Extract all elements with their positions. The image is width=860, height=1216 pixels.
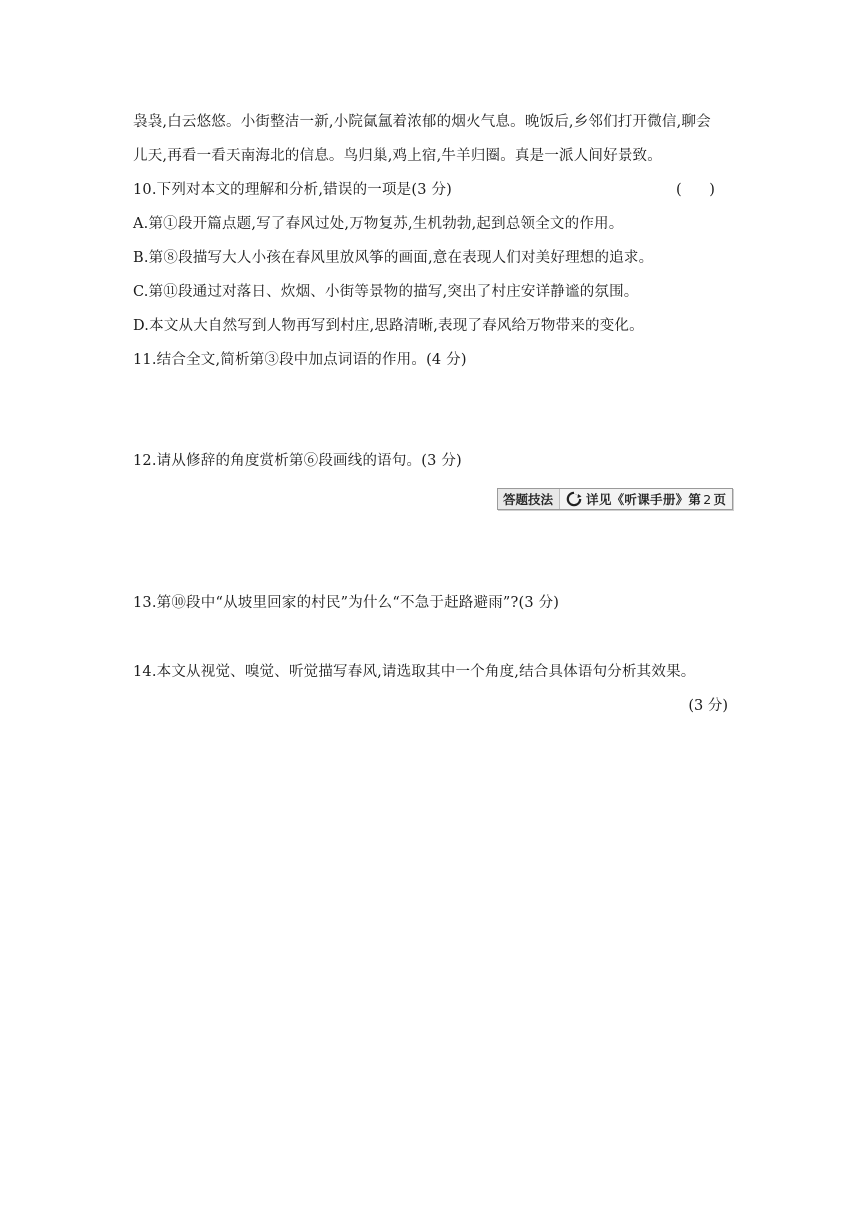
option-b: B.第⑧段描写大人小孩在春风里放风筝的画面,意在表现人们对美好理想的追求。: [133, 250, 654, 266]
question-13: 13.第⑩段中“从坡里回家的村民”为什么“不急于赶路避雨”?(3 分): [133, 595, 560, 611]
passage-line-2: 儿天,再看一看天南海北的信息。鸟归巢,鸡上宿,牛羊归圈。真是一派人间好景致。: [133, 148, 662, 164]
option-d: D.本文从大自然写到人物再写到村庄,思路清晰,表现了春风给万物带来的变化。: [133, 318, 644, 334]
tip-text: 详见《听课手册》第 2 页: [586, 492, 727, 507]
answer-tip-banner: [497, 488, 733, 510]
circle-arrow-icon: [566, 491, 582, 507]
question-12: 12.请从修辞的角度赏析第⑥段画线的语句。(3 分): [133, 453, 462, 469]
option-a: A.第①段开篇点题,写了春风过处,万物复苏,生机勃勃,起到总领全文的作用。: [133, 216, 624, 232]
question-14-stem: 14.本文从视觉、嗅觉、听觉描写春风,请选取其中一个角度,结合具体语句分析其效果。: [133, 664, 696, 680]
answer-bracket: ( ): [676, 182, 715, 198]
passage-line-1: 袅袅,白云悠悠。小街整洁一新,小院氤氲着浓郁的烟火气息。晚饭后,乡邻们打开微信,聊会: [133, 114, 711, 130]
question-10-stem: 10.下列对本文的理解和分析,错误的一项是(3 分): [133, 182, 453, 198]
option-c: C.第⑪段通过对落日、炊烟、小街等景物的描写,突出了村庄安详静谧的氛围。: [133, 284, 639, 300]
question-14-score: (3 分): [688, 698, 728, 714]
question-11: 11.结合全文,简析第③段中加点词语的作用。(4 分): [133, 352, 467, 368]
tip-label: 答题技法: [498, 489, 560, 509]
